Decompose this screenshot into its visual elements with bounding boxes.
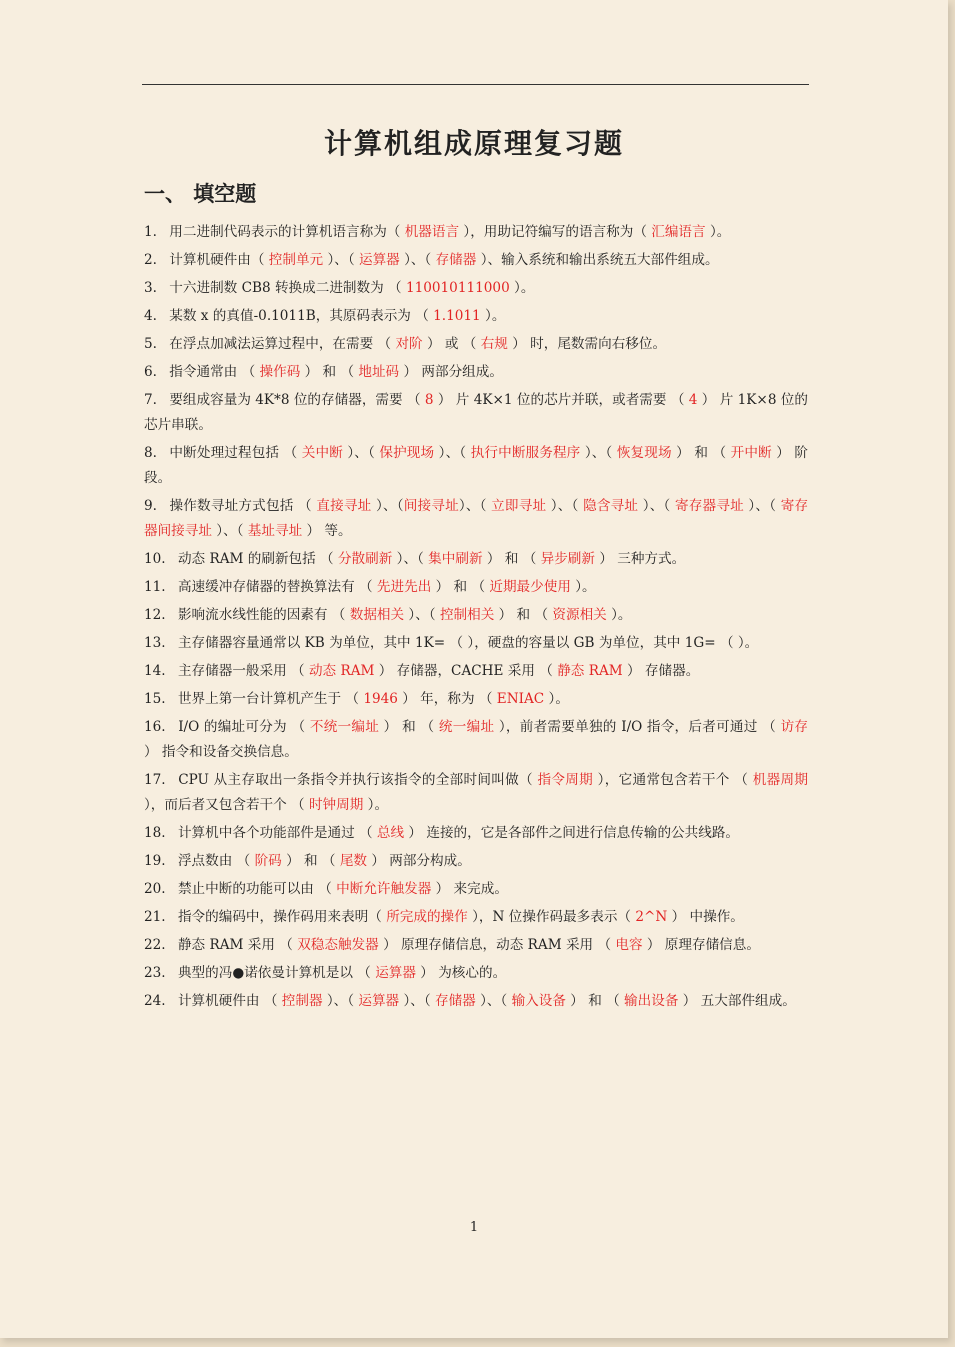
answer-text: 保护现场 <box>379 445 435 461</box>
question-number: 13. <box>144 635 170 651</box>
answer-text: 中断允许触发器 <box>336 881 432 897</box>
question-text: ） 阶段。 <box>144 445 809 486</box>
document-title: 计算机组成原理复习题 <box>323 127 624 160</box>
answer-text: 寄存器间接寻址 <box>144 498 809 539</box>
answer-text: 不统一编址 <box>309 719 380 735</box>
question-item <box>144 631 808 656</box>
question-text: ） 五大部件组成。 <box>678 993 796 1009</box>
question-text: ） 原理存储信息，动态 RAM 采用 （ <box>378 937 616 953</box>
answer-text: 执行中断服务程序 <box>470 445 581 461</box>
question-item <box>144 441 808 491</box>
question-text: ） 片 1K×8 位的芯片串联。 <box>144 392 808 433</box>
answer-text: 指令周期 <box>537 772 594 788</box>
question-text: ） 连接的，它是各部件之间进行信息传输的公共线路。 <box>404 825 739 841</box>
question-number: 7. <box>144 392 162 408</box>
question-text: ） 为核心的。 <box>415 965 507 981</box>
answer-text: 运算器 <box>358 993 400 1009</box>
answer-text: 4 <box>688 392 698 408</box>
answer-text: 总线 <box>376 825 405 841</box>
question-item <box>144 494 808 544</box>
question-text: 计算机中各个功能部件是通过 （ <box>177 825 377 841</box>
answer-text: 机器周期 <box>752 772 809 788</box>
question-number: 3. <box>144 280 162 296</box>
question-text: 中断处理过程包括 （ <box>169 445 302 461</box>
answer-text: 尾数 <box>339 853 368 869</box>
answer-text: 控制相关 <box>439 607 495 623</box>
question-item <box>144 905 808 930</box>
answer-text: 双稳态触发器 <box>297 937 379 953</box>
question-text: 十六进制数 CB8 转换成二进制数为 （ <box>169 280 406 296</box>
question-text: ），前者需要单独的 I/O 指令，后者可通过 （ <box>494 719 781 735</box>
question-text: ） 存储器，CACHE 采用 （ <box>374 663 558 679</box>
answer-text: 数据相关 <box>349 607 405 623</box>
question-number: 20. <box>144 881 170 897</box>
answer-text: 机器语言 <box>404 224 460 240</box>
question-number: 15. <box>144 691 170 707</box>
answer-text: 资源相关 <box>552 607 607 623</box>
question-text: ）、（ <box>475 993 512 1009</box>
answer-text: 控制器 <box>281 993 323 1009</box>
question-text: ），它通常包含若干个 （ <box>593 772 753 788</box>
question-number: 1. <box>144 224 162 240</box>
question-item <box>144 547 808 572</box>
answer-text: 集中刷新 <box>428 551 483 567</box>
answer-text: 间接寻址 <box>403 498 459 514</box>
question-number: 16. <box>144 719 171 735</box>
question-number: 19. <box>144 853 170 869</box>
question-item <box>144 849 808 874</box>
question-text: 静态 RAM 采用 （ <box>177 937 298 953</box>
question-text: ） 年，称为 （ <box>397 691 497 707</box>
answer-text: 恢复现场 <box>616 445 672 461</box>
question-item <box>144 821 808 846</box>
question-text: ） 存储器。 <box>622 663 700 679</box>
question-text: ）。 <box>363 797 389 813</box>
answer-text: 统一编址 <box>438 719 495 735</box>
question-item <box>144 877 808 902</box>
answer-text: 先进先出 <box>376 579 432 595</box>
answer-text: 右规 <box>480 336 508 352</box>
answer-text: 隐含寻址 <box>583 498 639 514</box>
question-item <box>144 961 808 986</box>
question-text: ）、（ <box>458 498 492 514</box>
question-text: ） 三种方式。 <box>595 551 686 567</box>
question-number: 6. <box>144 364 162 380</box>
question-text: 用二进制代码表示的计算机语言称为（ <box>169 224 405 240</box>
question-text: ）。 <box>705 224 731 240</box>
question-number: 11. <box>144 579 170 595</box>
answer-text: 直接寻址 <box>316 498 372 514</box>
question-text: ）、（ <box>399 993 435 1009</box>
answer-text: 输出设备 <box>624 993 679 1009</box>
question-text: ）。 <box>544 691 569 707</box>
question-number: 12. <box>144 607 170 623</box>
question-item <box>144 768 808 818</box>
answer-text: 寄存器寻址 <box>674 498 744 514</box>
question-item <box>144 659 808 684</box>
answer-text: 控制单元 <box>268 252 324 268</box>
question-number: 22. <box>144 937 170 953</box>
answer-text: 阶码 <box>254 853 282 869</box>
question-text: ）、（ <box>392 551 429 567</box>
question-text: 操作数寻址方式包括 （ <box>169 498 317 514</box>
answer-text: 关中断 <box>301 445 343 461</box>
question-number: 2. <box>144 252 162 268</box>
question-list <box>144 220 808 1017</box>
question-text: 高速缓冲存储器的替换算法有 （ <box>177 579 377 595</box>
question-text: ）、（ <box>342 445 380 461</box>
question-item <box>144 360 808 385</box>
question-text: 在浮点加减法运算过程中，在需要 （ <box>169 336 396 352</box>
question-text: 世界上第一台计算机产生于 （ <box>177 691 364 707</box>
question-text: ），用助记符编写的语言称为（ <box>459 224 652 240</box>
section-heading: 一、 填空题 <box>144 181 257 206</box>
question-number: 10. <box>144 551 170 567</box>
answer-text: 存储器 <box>435 252 477 268</box>
answer-text: 动态 RAM <box>308 663 375 679</box>
answer-text: 1.1011 <box>433 308 481 324</box>
question-item <box>144 933 808 958</box>
question-text: ） 和 （ <box>482 551 541 567</box>
question-item <box>144 687 808 712</box>
question-item <box>144 220 808 245</box>
question-item <box>144 304 808 329</box>
answer-text: 1946 <box>363 691 398 707</box>
question-item <box>144 715 808 765</box>
question-number: 8. <box>144 445 162 461</box>
question-item <box>144 332 808 357</box>
question-text: 指令的编码中，操作码用来表明（ <box>177 909 387 925</box>
question-text: ） 片 4K×1 位的芯片并联，或者需要 （ <box>433 392 689 408</box>
answer-text: 静态 RAM <box>557 663 623 679</box>
question-text: ） 和 （ <box>565 993 625 1009</box>
question-text: I/O 的编址可分为 （ <box>178 719 310 735</box>
page-number: 1 <box>469 1220 479 1235</box>
question-text: ）、（ <box>404 607 440 623</box>
question-text: ） 和 （ <box>671 445 731 461</box>
answer-text: 异步刷新 <box>540 551 595 567</box>
question-number: 21. <box>144 909 170 925</box>
question-text: ） 指令和设备交换信息。 <box>144 744 298 760</box>
question-text: 指令通常由 （ <box>169 364 260 380</box>
question-text: ） 来完成。 <box>431 881 508 897</box>
answer-text: ENIAC <box>496 691 545 707</box>
question-number: 18. <box>144 825 170 841</box>
question-number: 14. <box>144 663 170 679</box>
question-text: ）、（ <box>546 498 584 514</box>
question-text: ） 和 （ <box>300 364 359 380</box>
question-text: ） 和 （ <box>281 853 340 869</box>
question-text: ） 中操作。 <box>667 909 744 925</box>
question-number: 9. <box>144 498 162 514</box>
question-text: 浮点数由 （ <box>177 853 255 869</box>
question-item <box>144 575 808 600</box>
answer-text: 运算器 <box>375 965 416 981</box>
question-text: ）、（ <box>322 993 359 1009</box>
answer-text: 8 <box>424 392 434 408</box>
question-text: ） 时，尾数需向右移位。 <box>507 336 667 352</box>
answer-text: 输入设备 <box>511 993 566 1009</box>
answer-text: 时钟周期 <box>308 797 364 813</box>
answer-text: 2^N <box>635 909 668 925</box>
question-text: ）。 <box>606 607 632 623</box>
question-text: ）。 <box>570 579 596 595</box>
question-text: ）、（ <box>399 252 436 268</box>
answer-text: 对阶 <box>395 336 423 352</box>
answer-text: 基址寻址 <box>247 523 303 539</box>
question-text: ） 和 （ <box>431 579 490 595</box>
answer-text: 地址码 <box>358 364 400 380</box>
question-number: 24. <box>144 993 170 1009</box>
answer-text: 开中断 <box>730 445 772 461</box>
question-text: ）、（ <box>638 498 675 514</box>
question-text: ） 和 （ <box>379 719 439 735</box>
question-text: 要组成容量为 4K*8 位的存储器，需要 （ <box>169 392 425 408</box>
question-text: ） 两部分组成。 <box>399 364 503 380</box>
question-text: ）、（ <box>434 445 471 461</box>
question-text: ） 等。 <box>302 523 352 539</box>
answer-text: 操作码 <box>259 364 301 380</box>
question-text: ）、（ <box>323 252 359 268</box>
question-text: 某数 x 的真值-0.1011B，其原码表示为 （ <box>169 308 434 324</box>
question-text: 禁止中断的功能可以由 （ <box>177 881 337 897</box>
question-item <box>144 989 808 1014</box>
question-text: CPU 从主存取出一条指令并执行该指令的全部时间叫做（ <box>178 772 538 788</box>
question-text: 影响流水线性能的因素有 （ <box>177 607 350 623</box>
question-text: 计算机硬件由 （ <box>177 993 282 1009</box>
question-text: ）。 <box>480 308 506 324</box>
question-number: 5. <box>144 336 162 352</box>
answer-text: 立即寻址 <box>491 498 547 514</box>
answer-text: 电容 <box>615 937 643 953</box>
question-text: ） 和 （ <box>494 607 553 623</box>
question-text: ）、（ <box>371 498 404 514</box>
question-item <box>144 248 808 273</box>
answer-text: 分散刷新 <box>337 551 393 567</box>
question-text: 主存储器容量通常以 KB 为单位，其中 1K= （ ），硬盘的容量以 GB 为单位，其中 1G= （ ）。 <box>177 635 759 651</box>
question-text: ），N 位操作码最多表示（ <box>467 909 636 925</box>
question-text: 计算机硬件由（ <box>169 252 269 268</box>
question-text: ）、（ <box>743 498 781 514</box>
answer-text: 所完成的操作 <box>386 909 468 925</box>
answer-text: 110010111000 <box>405 280 510 296</box>
question-number: 4. <box>144 308 162 324</box>
question-text: 典型的冯●诺依曼计算机是以 （ <box>177 965 376 981</box>
question-number: 17. <box>144 772 171 788</box>
question-item <box>144 603 808 628</box>
question-text: ） 或 （ <box>422 336 481 352</box>
question-item <box>144 388 808 438</box>
question-text: ）、输入系统和输出系统五大部件组成。 <box>476 252 719 268</box>
question-item <box>144 276 808 301</box>
question-text: ），而后者又包含若干个 （ <box>144 797 309 813</box>
question-text: 动态 RAM 的刷新包括 （ <box>177 551 338 567</box>
header-rule <box>142 84 809 85</box>
question-text: 主存储器一般采用 （ <box>177 663 309 679</box>
question-text: ）。 <box>509 280 535 296</box>
question-text: ） 原理存储信息。 <box>642 937 760 953</box>
answer-text: 存储器 <box>434 993 476 1009</box>
question-text: ） 两部分构成。 <box>367 853 471 869</box>
answer-text: 近期最少使用 <box>489 579 571 595</box>
answer-text: 访存 <box>780 719 809 735</box>
answer-text: 运算器 <box>358 252 400 268</box>
question-number: 23. <box>144 965 170 981</box>
question-text: ）、（ <box>211 523 248 539</box>
answer-text: 汇编语言 <box>651 224 706 240</box>
question-text: ）、（ <box>580 445 617 461</box>
